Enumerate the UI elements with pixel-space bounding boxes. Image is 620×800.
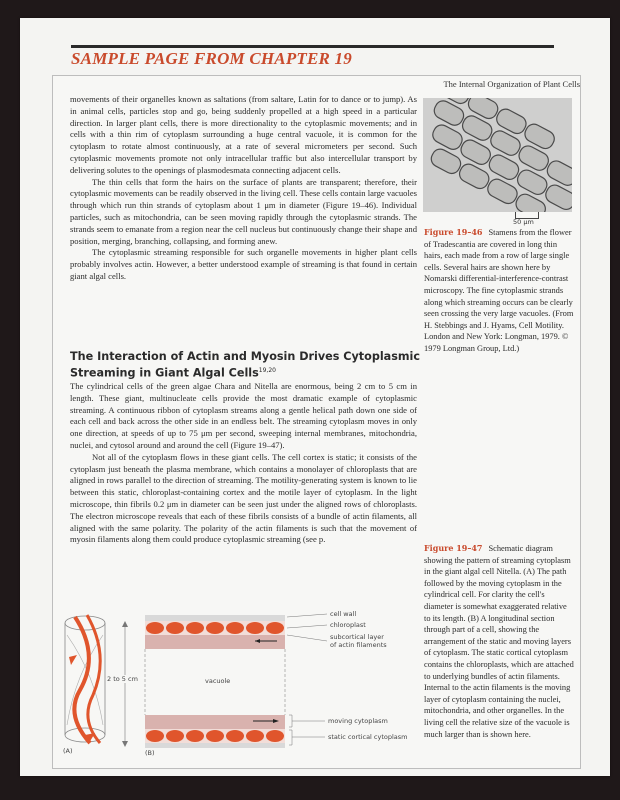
cylinder-illustration [65, 615, 105, 743]
body-text-top [70, 94, 417, 283]
moving-cytoplasm-label: moving cytoplasm [328, 717, 388, 725]
figure-number: Figure 19–47 [424, 543, 483, 553]
vacuole-label: vacuole [205, 677, 231, 685]
panel-a-label: (A) [63, 747, 73, 755]
section-heading [70, 350, 420, 381]
figure-19-47-caption [424, 543, 574, 740]
subcortical-label-1: subcortical layer [330, 633, 384, 641]
panel-b-label: (B) [145, 749, 155, 757]
chloroplast-label: chloroplast [330, 621, 366, 629]
section-heading-text: The Interaction of Actin and Myosin Drives Cytoplasmic Streaming in Giant Algal Cells [70, 350, 421, 380]
top-rule [71, 45, 554, 48]
figure-19-46-caption [424, 227, 574, 355]
paragraph: Not all of the cytoplasm flows in these giant cells. The cell cortex is static; it consists of the cytoplasm just beneath the plasma membrane, which contains a monolayer of chloroplasts that are aligned in rows parallel to the direction of streaming. The motility-generating system is known to lie between this static, chloroplast-containing cortex and the motile layer of cytoplasm. In the light microscope, thin fibrils 0.2 μm in diameter can be seen just under the aligned rows of chloroplasts. The electron microscope reveals that each of these fibrils consists of a bundle of actin filaments, all aligned with the same polarity. The polarity of the actin filaments is such that the movement of myosin filaments along them could produce cytoplasmic streaming (see p. [70, 451, 417, 545]
paragraph: The cytoplasmic streaming responsible for such organelle movements in higher plant cells probably involves actin. However, a better understood example of streaming is that found in certain giant algal cells. [70, 247, 417, 281]
figure-number: Figure 19–46 [424, 227, 483, 237]
paragraph: The thin cells that form the hairs on the surface of plants are transparent; therefore, their cytoplasmic movements can be readily observed in the living cell. These cells contain large vacuoles through which run thin strands of cytoplasm about 1 μm in diameter (Figure 19–46). Individual particles, such as mitochondria, can be seen moving rapidly through the cytoplasmic strands. The strands seem to emanate from a region near the cell nucleus but continuously change their shape and position, merging, branching, collapsing, and forming anew. [70, 176, 417, 246]
body-text-bottom [70, 381, 417, 546]
caption-text: Stamens from the flower of Tradescantia are covered in long thin hairs, each made from a row of large single cells. Several hairs are shown here by Nomarski differential-interference-contrast microscopy. The fine cytoplasmic strands along which streaming occurs can be clearly seen crossing the very large vacuoles. (From H. Stebbings and J. Hyams, Cell Motility. London and New York: Longman, 1979. © 1979 Longman Group, Ltd.) [424, 228, 574, 353]
static-cytoplasm-label: static cortical cytoplasm [328, 733, 408, 741]
paragraph: movements of their organelles known as saltations (from saltare, Latin for to dance or to jump). As in animal cells, particles stop and go, being suddenly propelled at a high speed in a particular direction. In larger plant cells, there is more directionality to the cytoplasmic movements; and in cells with a thin rim of cytoplasm surrounding a huge central vacuole, it is common for the cytoplasm to rotate almost continuously, at a rate of several micrometers per second. Such cytoplasmic movements promote not only intracellular traffic but also intercellular transport by delivering solutes to the openings of plasmodesmata connecting adjacent cells. [70, 94, 417, 175]
micrograph-image [423, 98, 572, 212]
running-head: The Internal Organization of Plant Cells [443, 79, 580, 89]
section-heading-refs: 19,20 [258, 367, 276, 374]
figure-19-47-diagram [55, 595, 425, 765]
subcortical-label-2: of actin filaments [330, 641, 387, 649]
paragraph: The cylindrical cells of the green algae Chara and Nitella are enormous, being 2 cm to 5 cm in length. These giant, multinucleate cells provide the most dramatic example of cytoplasmic streaming. A continuous ribbon of cytoplasm streams along a gentle helical path down one side of each cell and back across the other side in an endless belt. The streaming cytoplasm moves in only one direction, at speeds of up to 75 μm per second, sweeping internal membranes, mitochondria, nuclei, and cytosol around and around the cell (Figure 19–47). [70, 381, 417, 450]
sample-banner: SAMPLE PAGE FROM CHAPTER 19 [71, 49, 352, 68]
length-label: 2 to 5 cm [107, 675, 138, 683]
plant-hair-cells-illustration [423, 98, 572, 212]
caption-text: Schematic diagram showing the pattern of streaming cytoplasm in the giant algal cell Nitella. (A) The path followed by the moving cytoplasm in the cylindrical cell. For clarity the cell's diameter is somewhat exaggerated relative to its length. (B) A longitudinal section through part of a cell, showing the arrangement of the static and moving layers of cytoplasm. The static cortical cytoplasm contains the chloroplasts, which are attached to underlying bundles of actin filaments. Internal to the actin filaments is the moving layer of cytoplasm containing the nuclei, mitochondria, and other organelles. In the living cell the relative size of the vacuole is much larger than is shown here. [424, 544, 574, 739]
scale-label: 50 μm [513, 218, 534, 226]
cell-wall-label: cell wall [330, 610, 357, 618]
